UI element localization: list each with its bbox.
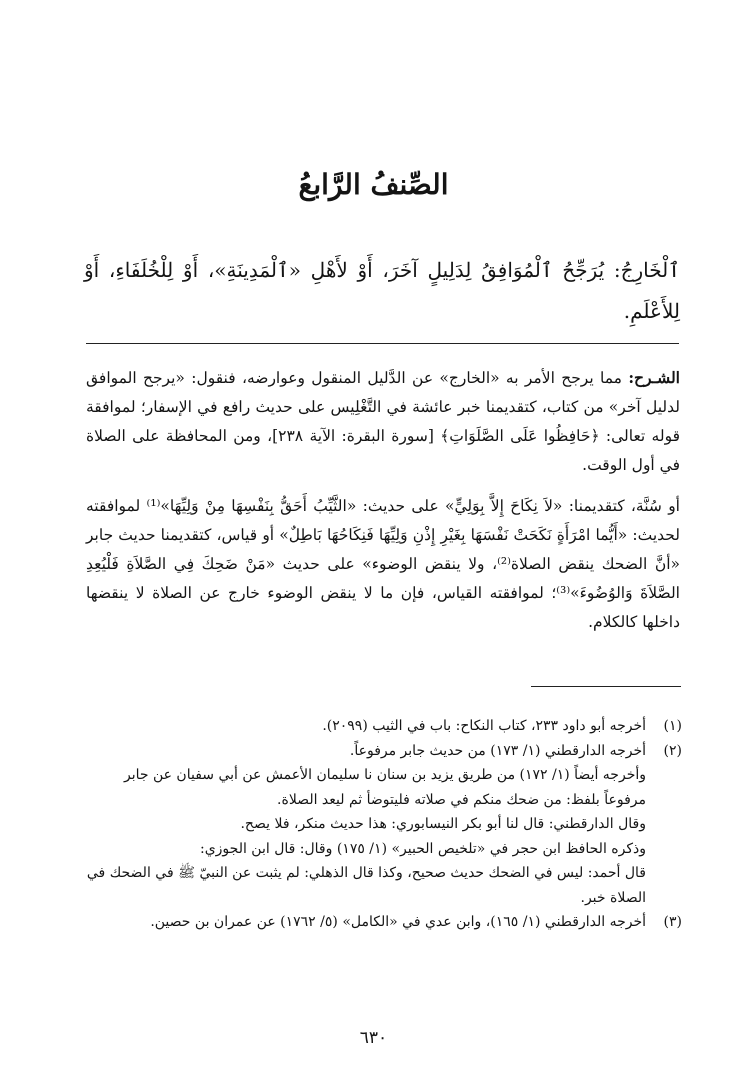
- footnote-1: [84, 714, 682, 739]
- footnote-3-text: أخرجه الدارقطني (١/ ١٦٥)، وابن عدي في «الكامل» (٥/ ١٧٦٢) عن عمران بن حصين.: [150, 914, 646, 930]
- sharh-paragraph-1: [86, 363, 680, 480]
- footnote-2-continuation-4: قال أحمد: ليس في الضحك حديث صحيح، وكذا قال الذهلي: لم يثبت عن النبيّ ﷺ في الضحك في الصلاة خبر.: [86, 865, 646, 906]
- footnote-2-number: (٢): [663, 742, 682, 759]
- footnote-1-number: (١): [663, 718, 682, 734]
- footnote-2-continuation-1: وأخرجه أيضاً (١/ ١٧٢) من طريق يزيد بن سنان نا سليمان الأعمش عن أبي سفيان عن جابر مرفوعاً بلفظ: من ضحك منكم في صلاته فليتوضأ ثم ليعد الصلاة.: [123, 767, 646, 808]
- footnote-2-continuation-2: وقال الدارقطني: قال لنا أبو بكر النيسابوري: هذا حديث منكر، فلا يصح.: [240, 816, 646, 832]
- footnotes: [84, 714, 682, 935]
- sharh-paragraph-1-text: مما يرجح الأمر به «الخارج» عن الدَّليل المنقول وعوارضه، فنقول: «يرجح الموافق لدليل آخر» من كتاب، كتقديمنا خبر عائشة في التَّغْلِيس على حديث رافع في الإسفار؛ لموافقة قوله تعالى: ﴿حَافِظُوا عَلَى الصَّلَوَاتِ﴾ [سورة البقرة: الآية ٢٣٨]، ومن المحافظة على الصلاة في أول الوقت.: [86, 369, 680, 474]
- footnote-3-number: (٣): [663, 914, 682, 930]
- footnote-2-continuation-3: وذكره الحافظ ابن حجر في «تلخيص الحبير» (١/ ١٧٥) وقال: قال ابن الجوزي:: [199, 840, 646, 857]
- footnote-3: [84, 910, 682, 935]
- sharh-heading: الشـرح:: [628, 368, 680, 387]
- footnote-1-text: أخرجه أبو داود ٢٣٣، كتاب النكاح: باب في الثيب (٢٠٩٩).: [322, 718, 646, 734]
- footnote-divider: [531, 686, 681, 687]
- matn-text: ٱلْخَارِجُ: يُرَجِّحُ ٱلْمُوَافِقُ لِدَلِيلٍ آخَرَ، أَوْ لأَهْلِ «ٱلْمَدِينَةِ»، أَوْ لِلْخُلَفَاءِ، أَوْ لِلأَعْلَمِ.: [84, 258, 680, 323]
- page-number: ٦٣٠: [359, 1028, 388, 1048]
- section-title: الصِّنفُ الرَّابعُ: [298, 168, 449, 201]
- footnote-2: [84, 739, 682, 764]
- matn-divider: [86, 343, 679, 344]
- sharh-paragraph-2: أو سُنَّة، كتقديمنا: «لاَ نِكَاحَ إِلاَّ بِوَلِيٍّ» على حديث: «الثَّيِّبُ أَحَقُّ بِنَفْسِهَا مِنْ وَلِيِّهَا»⁽¹⁾ لموافقته لحديث: «أَيُّما امْرَأَةٍ نَكَحَتْ نَفْسَهَا بِغَيْرِ إِذْنِ وَلِيِّهَا فَنِكَاحُهَا بَاطِلٌ» أو قياس، كتقديمنا حديث جابر «أنَّ الضحك ينقض الصلاة⁽²⁾، ولا ينقض الوضوء» على حديث «مَنْ ضَحِكَ فِي الصَّلاَةِ فَلْيُعِدِ الصَّلاَةَ وَالوُضُوءَ»⁽³⁾؛ لموافقته القياس، فإن ما لا ينقض الوضوء خارج عن الصلاة لا ينقضها داخلها كالكلام.: [86, 497, 680, 631]
- sharh-commentary: [86, 363, 680, 637]
- footnote-2-text: أخرجه الدارقطني (١/ ١٧٣) من حديث جابر مرفوعاً.: [349, 742, 646, 759]
